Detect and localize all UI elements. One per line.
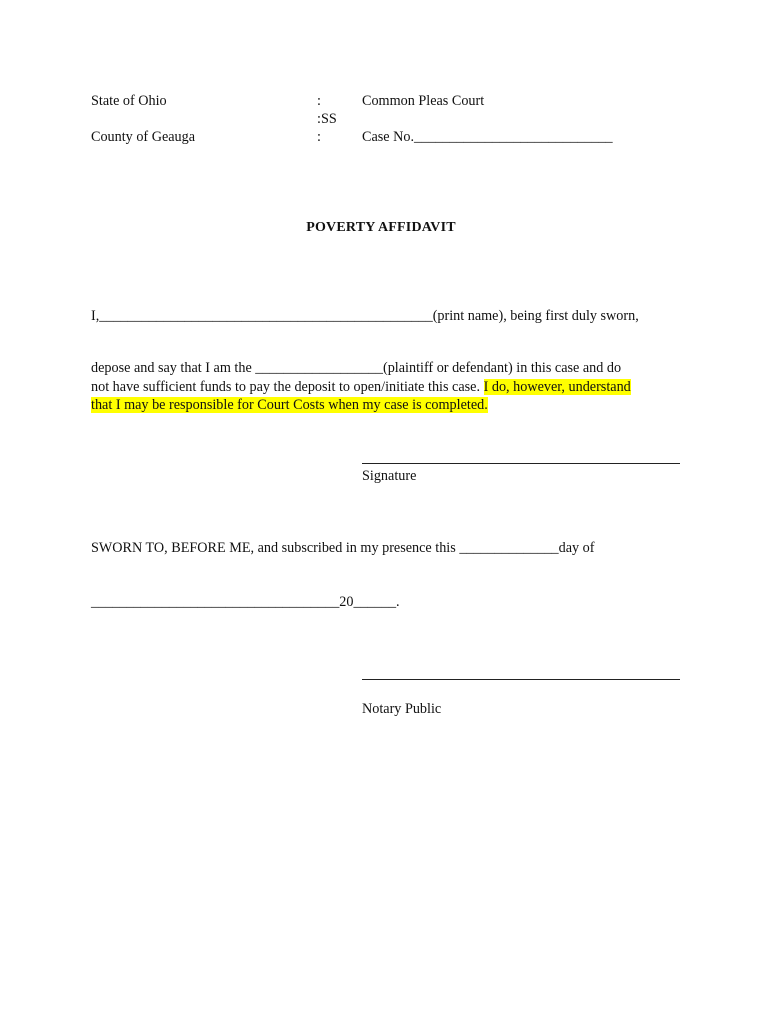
year-prefix: 20 — [339, 594, 354, 610]
depose-text-end: (plaintiff or defendant) in this case and do — [382, 360, 622, 376]
signature-label: Signature — [362, 468, 417, 484]
year-field[interactable]: ______ — [353, 594, 397, 610]
party-field[interactable]: __________________ — [255, 360, 383, 376]
caption-ss: :SS — [317, 111, 337, 127]
page-title: POVERTY AFFIDAVIT — [306, 220, 456, 235]
print-name-field[interactable]: _______________________________________________ — [99, 308, 433, 324]
notary-signature-line[interactable] — [362, 679, 680, 680]
caption-separator: : — [317, 93, 321, 109]
sworn-line — [91, 540, 595, 557]
print-name-suffix: (print name), being first duly sworn, — [432, 308, 639, 324]
day-of-text: day of — [558, 540, 595, 556]
month-field[interactable]: ___________________________________ — [91, 594, 340, 610]
date-line — [91, 594, 400, 611]
caption-separator: : — [317, 129, 321, 145]
day-field[interactable]: ______________ — [459, 540, 559, 556]
highlighted-text: that I may be responsible for Court Costs when my case is completed. — [91, 397, 488, 413]
print-name-line — [91, 308, 639, 325]
county-label: County of Geauga — [91, 129, 196, 145]
depose-line-2 — [91, 379, 631, 396]
signature-line[interactable] — [362, 463, 680, 464]
case-number-line — [362, 129, 613, 146]
depose-line-3 — [91, 397, 488, 414]
court-name: Common Pleas Court — [362, 93, 485, 109]
case-number-field[interactable]: ____________________________ — [414, 129, 613, 145]
depose-text: depose and say that I am the — [91, 360, 256, 376]
notary-label: Notary Public — [362, 701, 442, 717]
state-label: State of Ohio — [91, 93, 167, 109]
date-period: . — [396, 594, 400, 610]
depose-text: not have sufficient funds to pay the deposit to open/initiate this case. — [91, 379, 484, 395]
case-number-label: Case No. — [362, 129, 415, 145]
depose-line-1 — [91, 360, 621, 377]
print-name-prefix: I, — [91, 308, 100, 324]
sworn-text: SWORN TO, BEFORE ME, and subscribed in my presence this — [91, 540, 460, 556]
highlighted-text: I do, however, understand — [483, 379, 631, 395]
